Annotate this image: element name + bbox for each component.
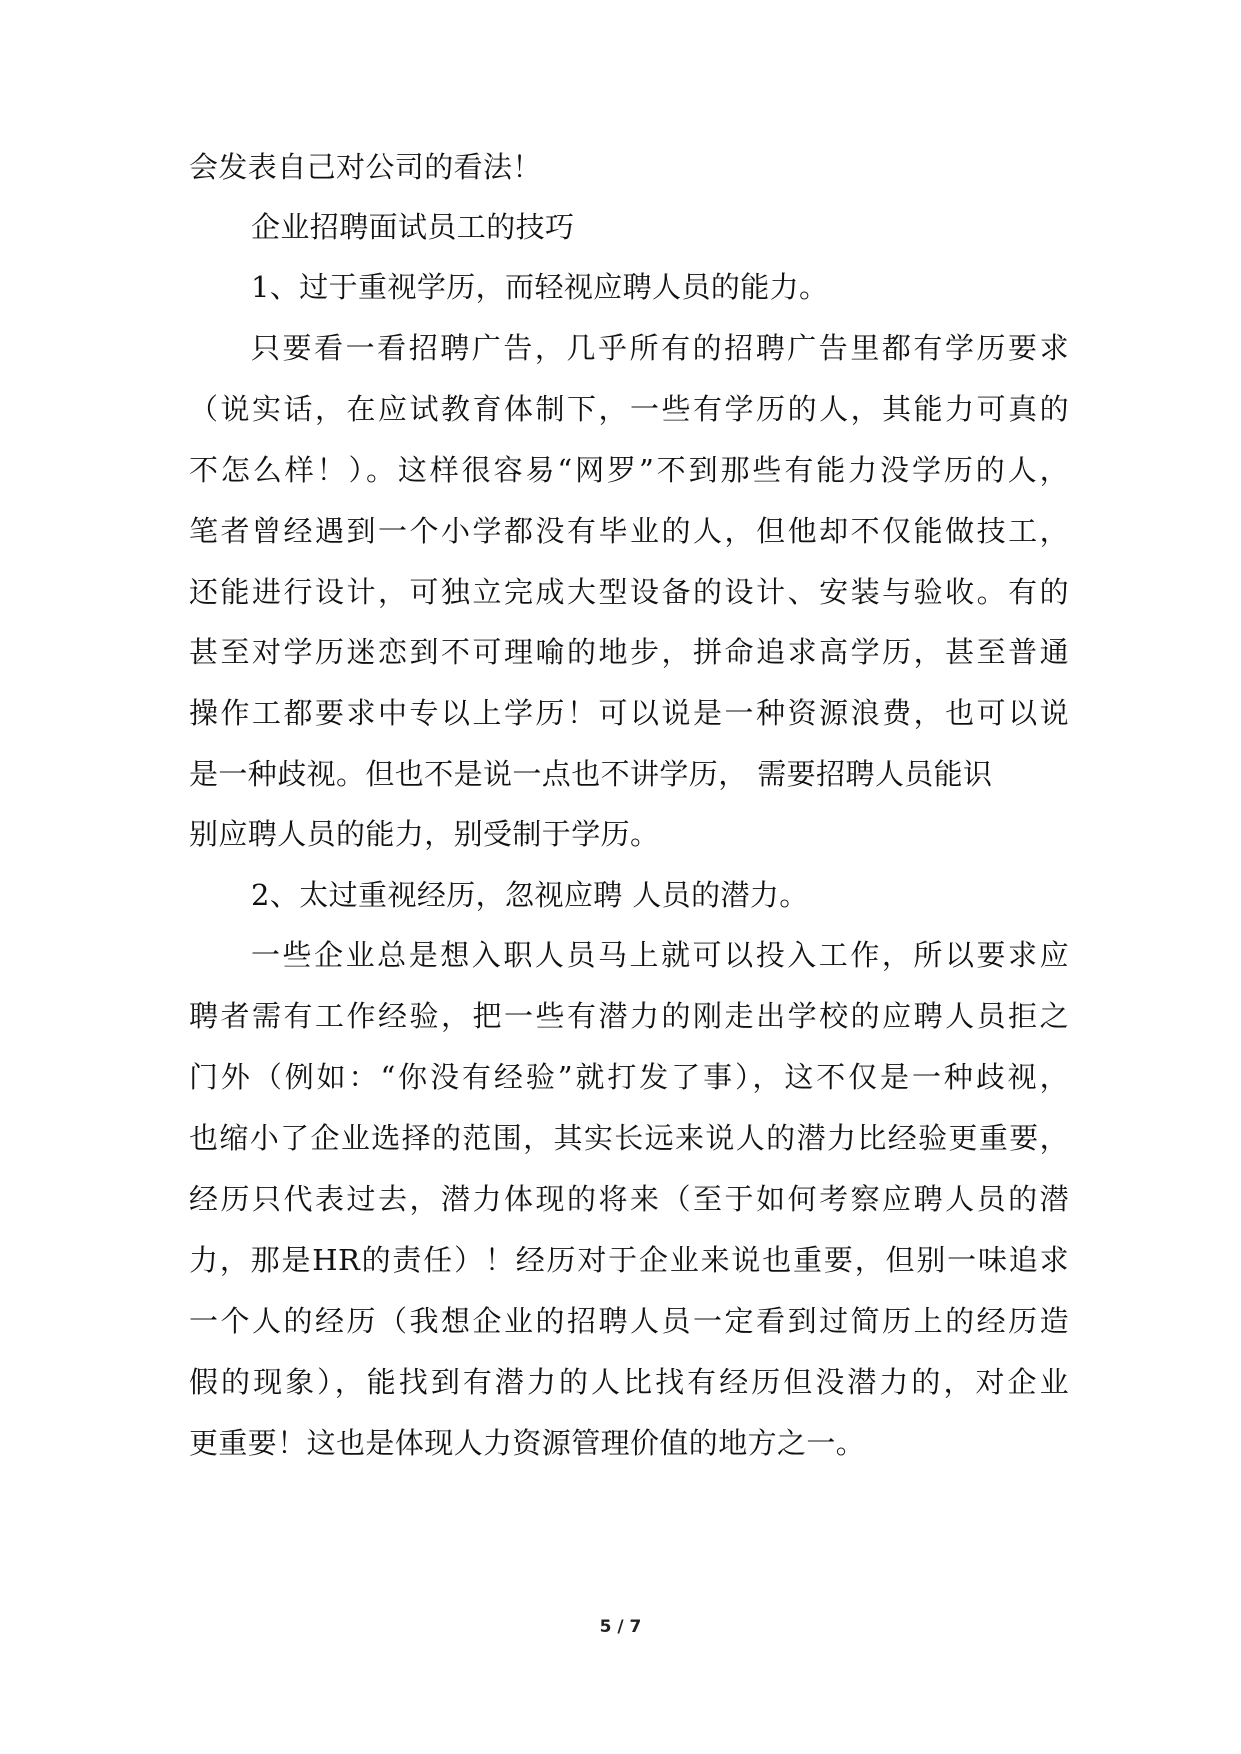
paragraph-line: 经历只代表过去，潜力体现的将来（至于如何考察应聘人员的潜 xyxy=(189,1182,1069,1216)
paragraph-line: 还能进行设计，可独立完成大型设备的设计、安装与验收。有的 xyxy=(189,575,1069,609)
paragraph-line: 一些企业总是想入职人员马上就可以投入工作，所以要求应 xyxy=(251,938,1069,972)
paragraph-line: 只要看一看招聘广告，几乎所有的招聘广告里都有学历要求 xyxy=(251,331,1069,365)
page-number: 5 / 7 xyxy=(599,1617,642,1637)
paragraph-line: 操作工都要求中专以上学历！可以说是一种资源浪费，也可以说 xyxy=(189,696,1069,730)
list-item-heading: 1、过于重视学历，而轻视应聘人员的能力。 xyxy=(251,270,829,304)
paragraph-line: 别应聘人员的能力，别受制于学历。 xyxy=(189,817,660,851)
paragraph-line: 是一种歧视。但也不是说一点也不讲学历， 需要招聘人员能识 xyxy=(189,757,993,791)
paragraph-line: 笔者曾经遇到一个小学都没有毕业的人，但他却不仅能做技工， xyxy=(189,514,1069,548)
paragraph-line: 甚至对学历迷恋到不可理喻的地步，拼命追求高学历，甚至普通 xyxy=(189,635,1069,669)
paragraph-line: 力，那是HR的责任）！经历对于企业来说也重要，但别一味追求 xyxy=(189,1243,1069,1277)
paragraph-line: 一个人的经历（我想企业的招聘人员一定看到过简历上的经历造 xyxy=(189,1304,1069,1338)
paragraph-line: 假的现象），能找到有潜力的人比找有经历但没潜力的，对企业 xyxy=(189,1365,1069,1399)
paragraph-line: 也缩小了企业选择的范围，其实长远来说人的潜力比经验更重要， xyxy=(189,1121,1069,1155)
paragraph-line: 聘者需有工作经验，把一些有潜力的刚走出学校的应聘人员拒之 xyxy=(189,999,1069,1033)
paragraph-line: 门外（例如：“你没有经验”就打发了事），这不仅是一种歧视， xyxy=(189,1060,1069,1094)
list-item-heading: 2、太过重视经历，忽视应聘 人员的潜力。 xyxy=(251,878,809,912)
section-heading: 企业招聘面试员工的技巧 xyxy=(251,210,575,244)
paragraph-line: 更重要！这也是体现人力资源管理价值的地方之一。 xyxy=(189,1426,866,1460)
paragraph-line: （说实话，在应试教育体制下，一些有学历的人，其能力可真的 xyxy=(189,392,1069,426)
paragraph-line: 不怎么样！）。这样很容易“网罗”不到那些有能力没学历的人， xyxy=(189,453,1069,487)
paragraph-line: 会发表自己对公司的看法！ xyxy=(189,150,542,184)
